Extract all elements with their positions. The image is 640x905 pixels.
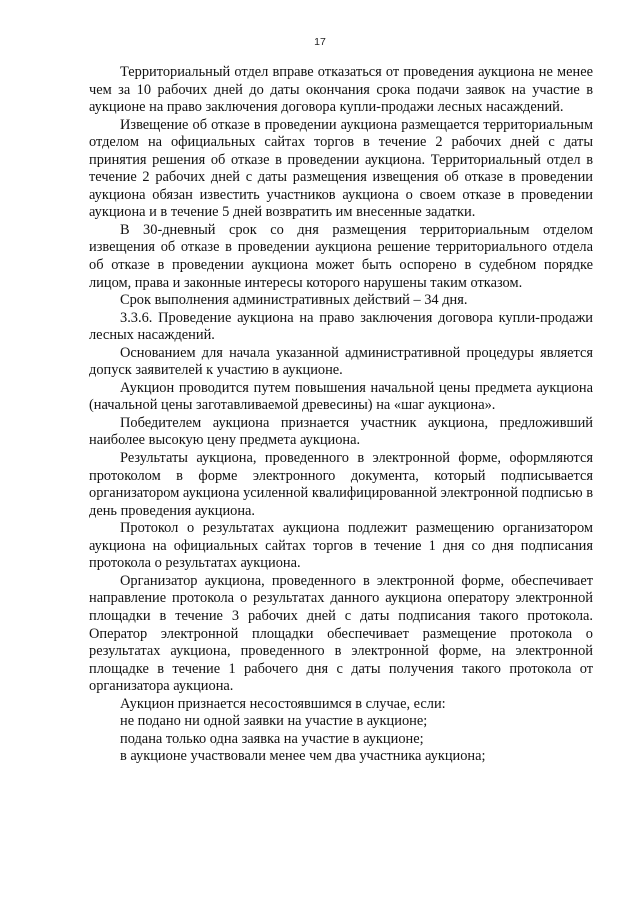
document-body — [89, 64, 593, 766]
section-heading-paragraph: 3.3.6. Проведение аукциона на право заключения договора купли-продажи лесных насаждений. — [89, 309, 593, 344]
page-number: 17 — [314, 36, 326, 48]
paragraph: Результаты аукциона, проведенного в электронной форме, оформляются протоколом в форме электронного документа, который подписывается организатором аукциона усиленной квалифицированной электронной подписью в день проведения аукциона. — [89, 450, 593, 519]
paragraph: Извещение об отказе в проведении аукциона размещается территориальным отделом на официальных сайтах торгов в течение 2 рабочих дней с даты принятия решения об отказе в проведении аукциона. Территориальный отдел в течение 2 рабочих дней с даты размещения извещения об отказе в проведении аукциона обязан известить участников аукциона о своем отказе в проведении аукциона и в течение 5 дней возвратить им внесенные задатки. — [89, 116, 593, 221]
paragraph: В 30-дневный срок со дня размещения территориальным отделом извещения об отказе в проведении аукциона решение территориального отдела об отказе в проведении аукциона может быть оспорено в судебном порядке лицом, права и законные интересы которого нарушены таким отказом. — [89, 221, 593, 291]
list-item: подана только одна заявка на участие в аукционе; — [120, 730, 424, 747]
list-item: не подано ни одной заявки на участие в аукционе; — [120, 713, 428, 730]
list-item: в аукционе участвовали менее чем два участника аукциона; — [120, 748, 486, 765]
paragraph: Организатор аукциона, проведенного в электронной форме, обеспечивает направление протокола о результатах данного аукциона оператору электронной площадки в течение 3 рабочих дней с даты подписания такого протокола. Оператор электронной площадки обеспечивает размещение протокола о результатах аукциона, проведенного в электронной форме, на электронной площадке в течение 1 рабочего дня с даты получения такого протокола от организатора аукциона. — [89, 572, 593, 695]
paragraph: Срок выполнения административных действий – 34 дня. — [120, 292, 468, 309]
paragraph: Основанием для начала указанной административной процедуры является допуск заявителей к участию в аукционе. — [89, 344, 593, 379]
paragraph: Территориальный отдел вправе отказаться от проведения аукциона не менее чем за 10 рабочих дней до даты окончания срока подачи заявок на участие в аукционе на право заключения договора купли-продажи лесных насаждений. — [89, 64, 593, 116]
paragraph: Аукцион проводится путем повышения начальной цены предмета аукциона (начальной цены заготавливаемой древесины) на «шаг аукциона». — [89, 379, 593, 414]
paragraph: Победителем аукциона признается участник аукциона, предложивший наиболее высокую цену предмета аукциона. — [89, 414, 593, 449]
paragraph: Аукцион признается несостоявшимся в случае, если: — [120, 695, 446, 712]
paragraph: Протокол о результатах аукциона подлежит размещению организатором аукциона на официальных сайтах торгов в течение 1 дня со дня подписания протокола о результатах аукциона. — [89, 520, 593, 572]
